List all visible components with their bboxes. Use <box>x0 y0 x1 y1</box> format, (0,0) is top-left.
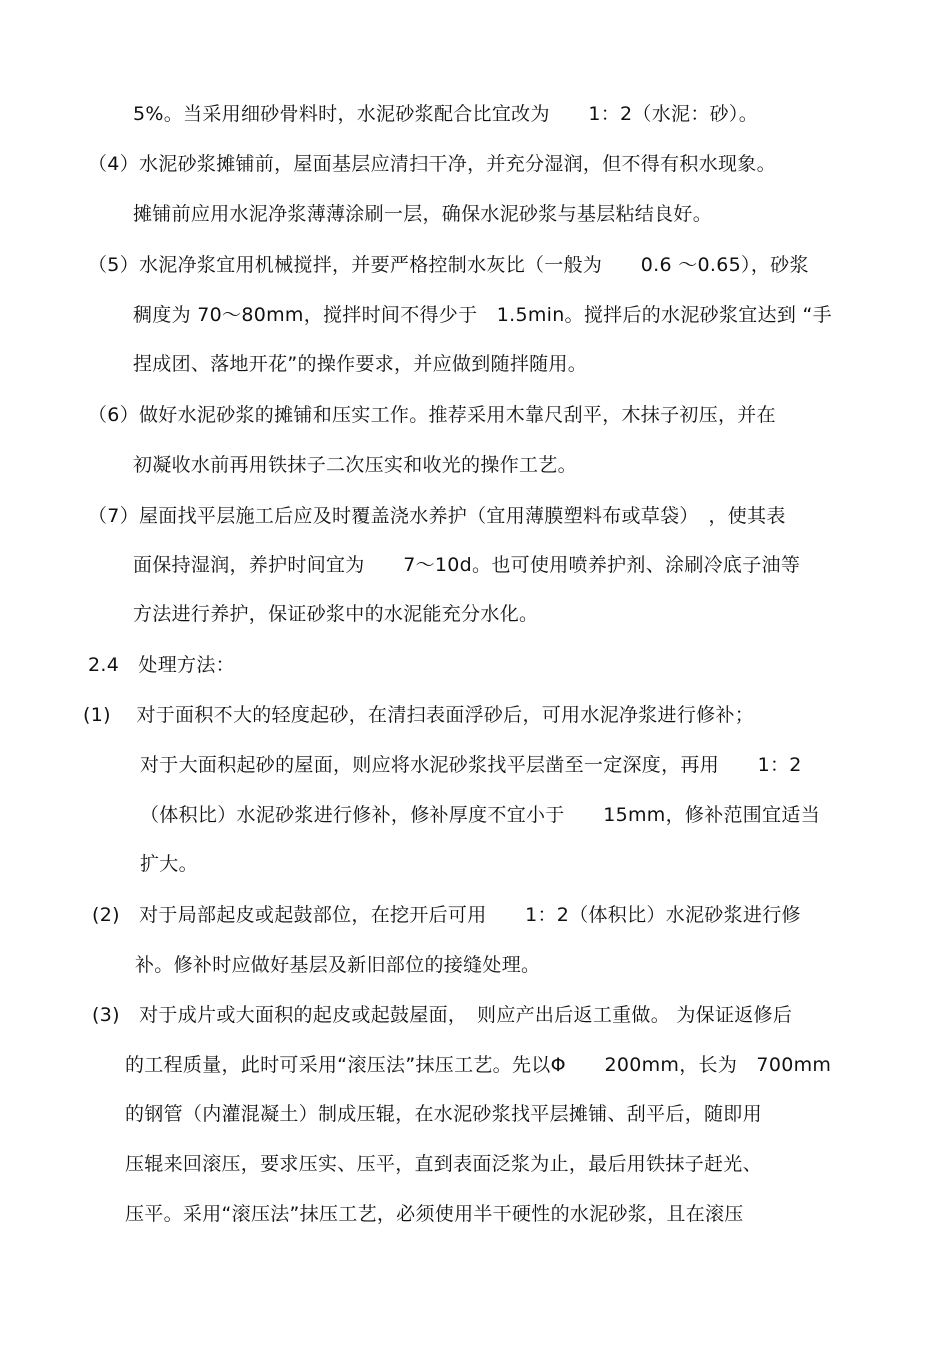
text-line: 捏成团、落地开花”的操作要求，并应做到随拌随用。 <box>133 353 588 375</box>
text-line: 5%。当采用细砂骨料时，水泥砂浆配合比宜改为 1：2（水泥：砂）。 <box>133 103 759 125</box>
text-line: 补。修补时应做好基层及新旧部位的接缝处理。 <box>135 954 541 976</box>
text-line: 初凝收水前再用铁抹子二次压实和收光的操作工艺。 <box>133 454 577 476</box>
text-line: 压辊来回滚压，要求压实、压平，直到表面泛浆为止，最后用铁抹子赶光、 <box>125 1153 762 1175</box>
text-line: (1) 对于面积不大的轻度起砂，在清扫表面浮砂后，可用水泥净浆进行修补； <box>83 704 755 726</box>
text-line: （体积比）水泥砂浆进行修补，修补厚度不宜小于 15mm，修补范围宜适当 <box>140 804 820 826</box>
text-line: 的钢管（内灌混凝土）制成压辊，在水泥砂浆找平层摊铺、刮平后，随即用 <box>125 1103 762 1125</box>
text-line: 的工程质量，此时可采用“滚压法”抹压工艺。先以Φ 200mm，长为 700mm <box>125 1054 832 1076</box>
text-line: （7）屋面找平层施工后应及时覆盖浇水养护（宜用薄膜塑料布或草袋） ，使其表 <box>88 505 786 527</box>
text-line: (3) 对于成片或大面积的起皮或起鼓屋面， 则应产出后返工重做。 为保证返修后 <box>92 1004 793 1026</box>
text-line: （5）水泥净浆宜用机械搅拌，并要严格控制水灰比（一般为 0.6 ～0.65），砂浆 <box>88 254 809 276</box>
text-line: 面保持湿润，养护时间宜为 7～10d。也可使用喷养护剂、涂刷冷底子油等 <box>133 554 801 576</box>
text-line: 对于大面积起砂的屋面，则应将水泥砂浆找平层凿至一定深度，再用 1：2 <box>140 754 802 776</box>
section-heading: 2.4 处理方法： <box>88 654 235 676</box>
text-line: 扩大。 <box>140 853 198 875</box>
text-line: 方法进行养护，保证砂浆中的水泥能充分水化。 <box>133 603 539 625</box>
text-line: 压平。采用“滚压法”抹压工艺，必须使用半干硬性的水泥砂浆，且在滚压 <box>125 1203 744 1225</box>
text-line: 摊铺前应用水泥净浆薄薄涂刷一层，确保水泥砂浆与基层粘结良好。 <box>133 203 713 225</box>
text-line: 稠度为 70～80mm，搅拌时间不得少于 1.5min。搅拌后的水泥砂浆宜达到 “手 <box>133 304 832 326</box>
text-line: (2) 对于局部起皮或起鼓部位，在挖开后可用 1：2（体积比）水泥砂浆进行修 <box>92 904 801 926</box>
text-line: （6）做好水泥砂浆的摊铺和压实工作。推荐采用木靠尺刮平，木抹子初压，并在 <box>88 404 776 426</box>
text-line: （4）水泥砂浆摊铺前，屋面基层应清扫干净，并充分湿润，但不得有积水现象。 <box>88 153 776 175</box>
